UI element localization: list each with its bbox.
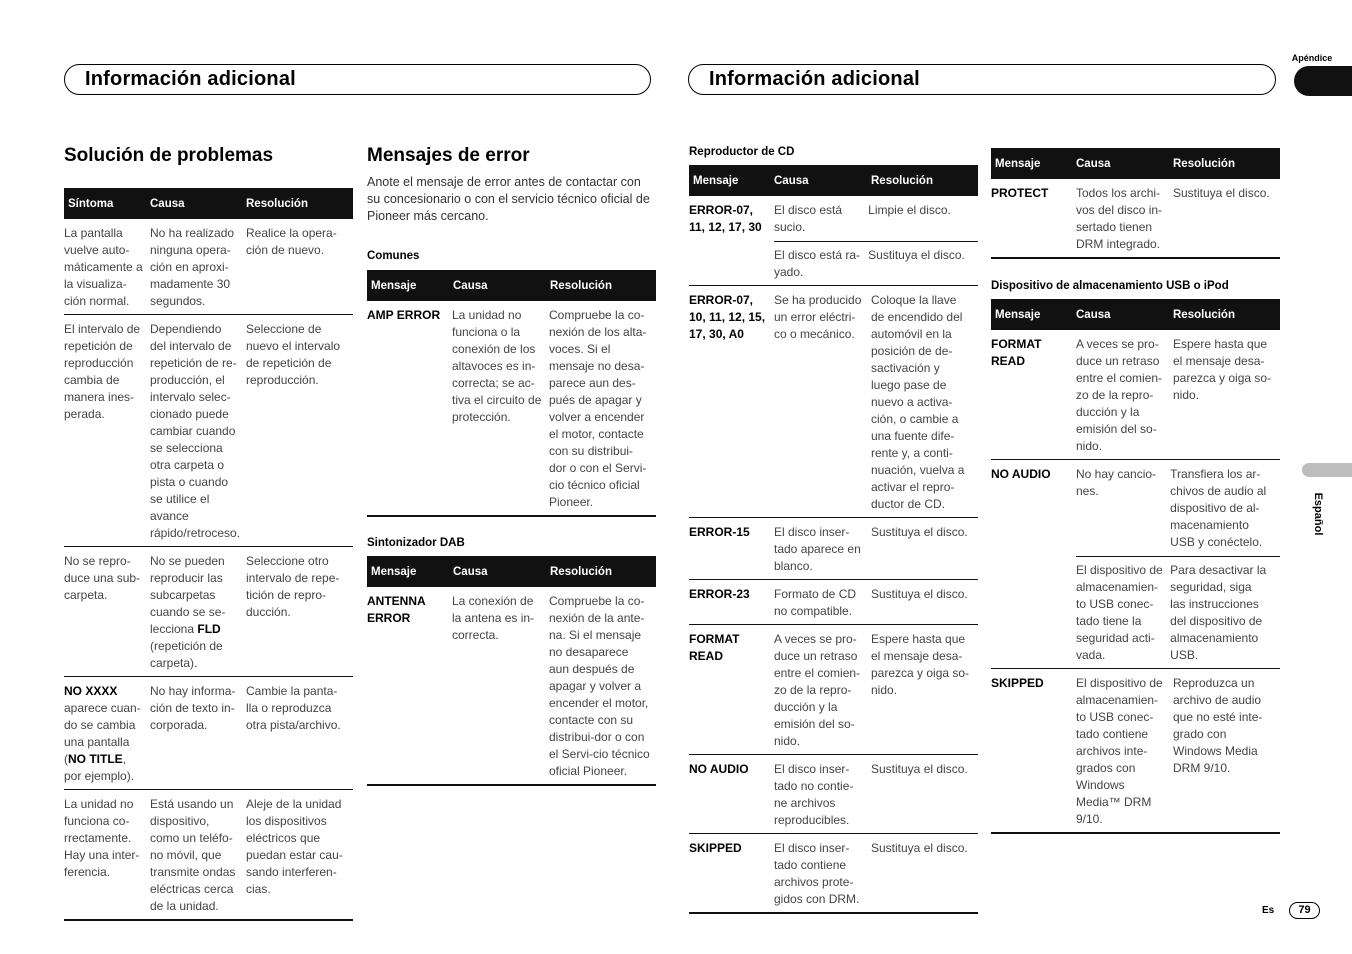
col-header-message: Mensaje [995, 157, 1041, 170]
resolution-cell: Limpie el disco. [868, 203, 951, 217]
col-header-resolution: Resolución [550, 279, 612, 292]
cause-cell: El disco inser-tado contiene archivos prote-gidos con DRM. [774, 841, 860, 906]
table-row [991, 460, 1280, 669]
section-header-left-text: Información adicional [85, 68, 296, 90]
message-cell: ERROR-23 [689, 587, 750, 601]
resolution-cell: Compruebe la co-nexión de la ante-na. Si el mensaje no desaparece aun después de apagar y volver a encender el motor, contacte con su distribui-dor o con el Servi-cio técnico oficial Pioneer. [549, 594, 650, 778]
cause-cell: La conexión de la antena es in-correcta. [452, 594, 535, 642]
col-header-message: Mensaje [371, 565, 417, 578]
message-cell: NO AUDIO [689, 762, 749, 776]
table-row [991, 330, 1280, 460]
table-row [689, 286, 978, 518]
table-header [367, 556, 656, 587]
table-header [367, 270, 656, 301]
table-header [64, 188, 353, 219]
usb-table [991, 299, 1280, 834]
cause-cell: El disco inser-tado no contie-ne archivos reproducibles. [774, 762, 854, 827]
col-header-message: Mensaje [995, 308, 1041, 321]
cause-cell: El dispositivo de almacenamien-to USB conec-tado tiene la seguridad acti-vada. [1076, 563, 1163, 662]
table-row [689, 196, 978, 286]
resolution-cell: Para desactivar la seguridad, siga las instrucciones del dispositivo de almacenamiento USB. [1170, 563, 1267, 662]
symptom-bold-text: NO XXXX [64, 684, 118, 698]
col-header-message: Mensaje [371, 279, 417, 292]
cause-cell: No ha realizado ninguna opera-ción en aproxi-madamente 30 segundos. [150, 226, 235, 308]
table-row [64, 677, 353, 790]
page-number: 79 [1289, 902, 1320, 919]
error-messages-intro: Anote el mensaje de error antes de contactar con su concesionario o con el servicio técnico oficial de Pioneer más cercano. [367, 175, 650, 223]
col-header-symptom: Síntoma [68, 197, 114, 210]
col-header-cause: Causa [453, 279, 488, 292]
cause-cell: La unidad no funciona o la conexión de los altavoces es in-correcta; se ac-tiva el circuito de protección. [452, 308, 542, 424]
resolution-cell: Espere hasta que el mensaje desa-parezca y oiga so-nido. [1173, 337, 1272, 402]
table-row [367, 587, 656, 786]
troubleshooting-title: Solución de problemas [64, 145, 274, 166]
symptom-bold-text: NO TITLE [68, 752, 123, 766]
table-row [64, 219, 353, 315]
sub-row [774, 202, 978, 236]
sub-row [1076, 556, 1280, 664]
col-header-resolution: Resolución [1173, 157, 1235, 170]
cause-cell: Formato de CD no compatible. [774, 587, 857, 618]
col-header-cause: Causa [774, 174, 809, 187]
message-cell: FORMAT READ [689, 632, 740, 663]
resolution-cell: Aleje de la unidad los dispositivos eléctricos que puedan estar cau-sando interferen-cias. [246, 797, 343, 896]
sub-row [774, 241, 978, 281]
cause-resolution-group [774, 202, 978, 281]
table-row [689, 755, 978, 834]
table-header [689, 165, 978, 196]
language-tab [1302, 463, 1352, 477]
table-row [689, 518, 978, 580]
section-header-left [64, 64, 651, 95]
common-heading: Comunes [367, 250, 420, 262]
message-cell: ANTENNA ERROR [367, 594, 426, 625]
table-row [64, 315, 353, 547]
cause-cell [150, 553, 246, 672]
common-table [367, 270, 656, 517]
language-label: Español [1312, 492, 1324, 536]
message-cell: SKIPPED [991, 676, 1044, 690]
resolution-cell: Sustituya el disco. [871, 762, 968, 776]
col-header-resolution: Resolución [1173, 308, 1235, 321]
table-header [991, 148, 1280, 179]
table-row [991, 179, 1280, 259]
error-messages-title: Mensajes de error [367, 145, 530, 166]
resolution-cell: Sustituya el disco. [871, 587, 968, 601]
table-row [367, 301, 656, 517]
section-header-right-text: Información adicional [709, 68, 920, 90]
usb-heading: Dispositivo de almacenamiento USB o iPod [991, 280, 1229, 292]
cause-cell: Se ha producido un error eléctri-co o mecánico. [774, 293, 862, 341]
cause-cell: El disco inser-tado aparece en blanco. [774, 525, 861, 573]
troubleshooting-table [64, 188, 353, 921]
cause-cell: Todos los archi-vos del disco in-sertado tienen DRM integrado. [1076, 186, 1163, 251]
cause-cell: Está usando un dispositivo, como un teléfo-no móvil, que transmite ondas eléctricas cerca de la unidad. [150, 797, 236, 913]
resolution-cell: Realice la opera-ción de nuevo. [246, 226, 337, 257]
table-row [991, 669, 1280, 834]
col-header-cause: Causa [453, 565, 488, 578]
message-cell: NO AUDIO [991, 467, 1051, 481]
cd-heading: Reproductor de CD [689, 146, 795, 158]
resolution-cell: Transfiera los ar-chivos de audio al dispositivo de al-macenamiento USB y conéctelo. [1170, 467, 1267, 549]
cause-cell: A veces se pro-duce un retraso entre el comien-zo de la repro-ducción y la emisión del so-nido. [1076, 337, 1163, 453]
symptom-cell [64, 683, 150, 785]
appendix-label: Apéndice [1291, 53, 1333, 63]
cause-cell: No hay cancio-nes. [1076, 467, 1157, 498]
message-cell: FORMAT READ [991, 337, 1042, 368]
resolution-cell: Sustituya el disco. [1173, 186, 1270, 200]
sub-row [1076, 466, 1280, 551]
col-header-cause: Causa [150, 197, 185, 210]
table-row [64, 790, 353, 921]
dab-heading: Sintonizador DAB [367, 537, 465, 549]
col-header-cause: Causa [1076, 157, 1111, 170]
cd-continued-table [991, 148, 1280, 259]
cause-cell: No hay informa-ción de texto in-corporada. [150, 684, 236, 732]
resolution-cell: Sustituya el disco. [868, 248, 965, 262]
cause-text: No se pueden reproducir las subcarpetas cuando se se-lecciona [150, 554, 226, 636]
symptom-cell: La unidad no funciona co-rrectamente. Hay una inter-ferencia. [64, 797, 140, 879]
symptom-cell: El intervalo de repetición de reproducción cambia de manera ines-perada. [64, 322, 141, 421]
message-cell: ERROR-15 [689, 525, 750, 539]
symptom-text: , por ejemplo). [64, 752, 135, 783]
cause-text: (repetición de carpeta). [150, 639, 223, 670]
cause-cell: El disco está ra-yado. [774, 248, 861, 279]
col-header-resolution: Resolución [550, 565, 612, 578]
resolution-cell: Reproduzca un archivo de audio que no esté inte-grado con Windows Media DRM 9/10. [1173, 676, 1263, 775]
dab-table [367, 556, 656, 786]
message-cell: SKIPPED [689, 841, 742, 855]
message-cell: PROTECT [991, 186, 1049, 200]
message-cell: ERROR-07, 11, 12, 17, 30 [689, 203, 762, 234]
col-header-resolution: Resolución [871, 174, 933, 187]
resolution-cell: Sustituya el disco. [871, 841, 968, 855]
cd-table [689, 165, 978, 914]
appendix-tab [1294, 66, 1352, 96]
footer-language-code: Es [1262, 905, 1275, 916]
resolution-cell: Seleccione de nuevo el intervalo de repetición de reproducción. [246, 322, 341, 387]
table-row [689, 834, 978, 914]
col-header-cause: Causa [1076, 308, 1111, 321]
table-row [64, 547, 353, 677]
symptom-cell: No se repro-duce una sub-carpeta. [64, 554, 141, 602]
cause-cell: Dependiendo del intervalo de repetición de re-producción, el intervalo selec-cionado puede cambiar cuando se selecciona otra carpeta o pista o cuando se utilice el avance rápido/retroceso. [150, 322, 241, 540]
col-header-resolution: Resolución [246, 197, 308, 210]
cause-cell: A veces se pro-duce un retraso entre el comien-zo de la repro-ducción y la emisión del so-nido. [774, 632, 861, 748]
symptom-cell: La pantalla vuelve auto-máticamente a la visualiza-ción normal. [64, 226, 143, 308]
cause-cell: El dispositivo de almacenamien-to USB conec-tado contiene archivos inte-grados con Windows Media™ DRM 9/10. [1076, 676, 1163, 826]
col-header-message: Mensaje [693, 174, 739, 187]
message-cell: AMP ERROR [367, 308, 441, 322]
table-header [991, 299, 1280, 330]
resolution-cell: Cambie la panta-lla o reproduzca otra pista/archivo. [246, 684, 341, 732]
cause-resolution-group [1076, 466, 1280, 664]
cause-cell: El disco está sucio. [774, 203, 843, 234]
cause-bold-text: FLD [197, 622, 221, 636]
message-cell: ERROR-07, 10, 11, 12, 15, 17, 30, A0 [689, 293, 766, 341]
symptom-text: aparece cuan-do se cambia una pantalla ( [64, 701, 141, 766]
resolution-cell: Compruebe la co-nexión de los alta-voces. Si el mensaje no desa-parece aun des-pués de apagar y volver a encender el motor, contacte con su distribui-dor o con el Servi-cio técnico oficial Pioneer. [549, 308, 647, 509]
resolution-cell: Seleccione otro intervalo de repe-tición de repro-ducción. [246, 554, 340, 619]
table-row [689, 580, 978, 625]
resolution-cell: Sustituya el disco. [871, 525, 968, 539]
section-header-right [688, 64, 1276, 95]
resolution-cell: Espere hasta que el mensaje desa-parezca y oiga so-nido. [871, 632, 970, 697]
table-row [689, 625, 978, 755]
resolution-cell: Coloque la llave de encendido del automóvil en la posición de de-sactivación y luego pase de nuevo a activa-ción, o cambie a una fuente dife-rente y, a conti-nuación, vuelva a activar el repro-ductor de CD. [871, 293, 965, 511]
